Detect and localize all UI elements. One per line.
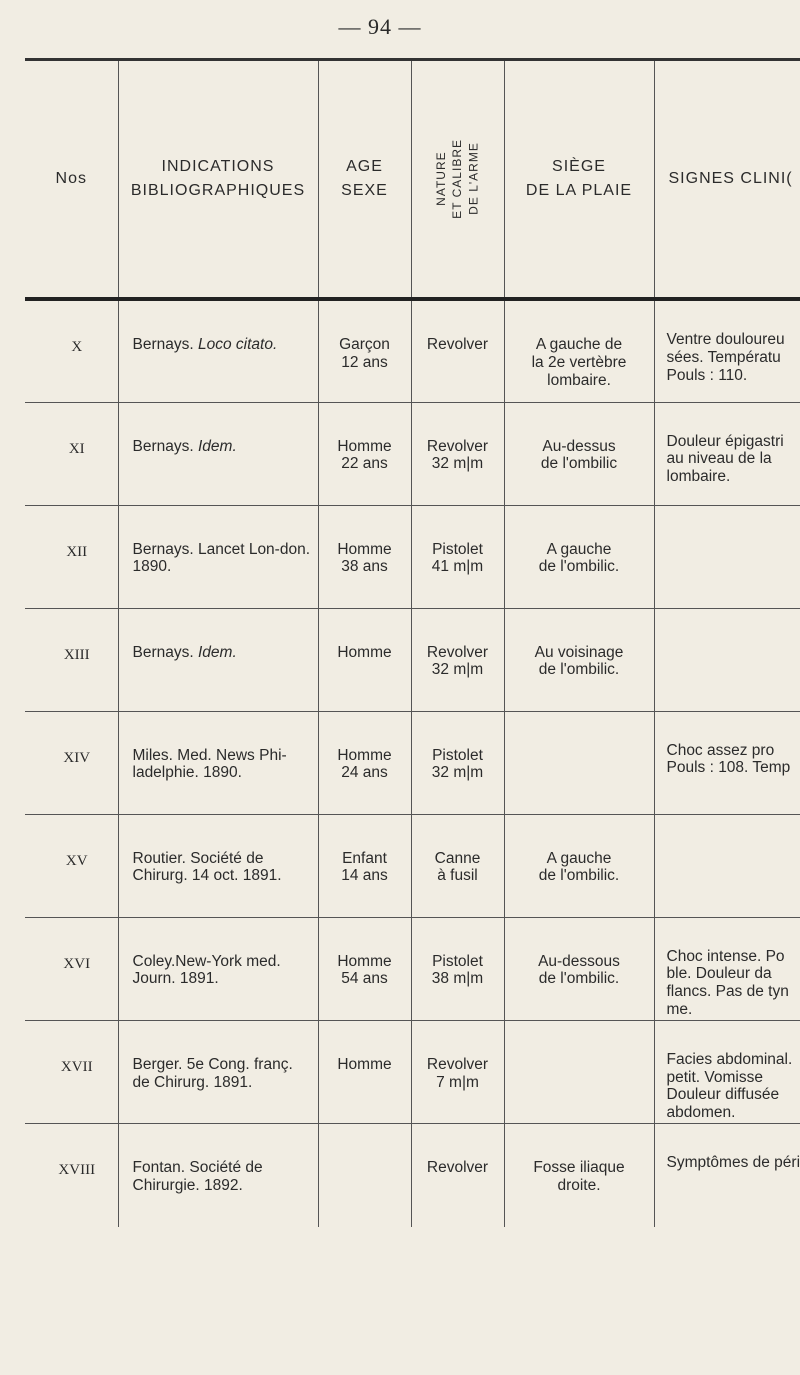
wound-site-line: la 2e vertèbre [531,353,627,371]
wound-site-line: de l'ombilic. [538,867,620,885]
weapon-caliber [411,917,504,1020]
bibliographic-reference [118,1124,318,1227]
weapon-caliber-line: 7 m|m [436,1073,479,1091]
table-row [25,402,800,505]
weapon-caliber-line: à fusil [437,867,478,885]
age-sex-line: Homme [337,1055,392,1073]
case-number: X [25,299,118,402]
age-sex-line: Homme [337,643,392,661]
clinical-signs [654,299,800,402]
wound-site [504,814,654,917]
age-sex-line: 38 ans [341,558,388,576]
weapon-caliber [411,402,504,505]
wound-site [504,1124,654,1227]
reference-author: Bernays. Lancet Lon-don. 1890. [132,540,311,576]
header-refs-line1: INDICATIONS [161,158,275,175]
clinical-signs-line: abdomen. [666,1104,736,1122]
age-sex-line: Enfant [342,849,387,867]
wound-site-line: droite. [557,1176,601,1194]
case-number: XVI [25,917,118,1020]
wound-site [504,711,654,814]
bibliographic-reference [118,814,318,917]
table-row [25,505,800,608]
age-sex-line: 14 ans [341,867,388,885]
header-weapon-line3: DE L'ARME [466,142,481,216]
table-row [25,299,800,402]
bibliographic-reference [118,917,318,1020]
clinical-signs-line: Facies abdominal. [666,1050,793,1068]
weapon-caliber [411,1020,504,1123]
age-sex-line: Homme [337,952,392,970]
wound-site-line: Au-dessus [542,437,616,455]
wound-site-line: de l'ombilic. [538,558,620,576]
reference-author: Fontan. Société de Chirurgie. 1892. [132,1159,263,1194]
clinical-signs [654,711,800,814]
table-row [25,711,800,814]
wound-site-line: de l'ombilic. [538,970,620,988]
wound-site-line: lombaire. [547,371,611,389]
wound-site [504,505,654,608]
weapon-caliber-line: Revolver [426,1055,489,1073]
age-sex [318,299,411,402]
case-table-wrapper [25,58,800,1227]
clinical-signs-line: Ventre douloureu [666,331,785,348]
table-row [25,1020,800,1123]
header-site-line2: DE LA PLAIE [525,182,633,199]
bibliographic-reference [118,711,318,814]
case-number: XVIII [58,1162,96,1178]
age-sex-line: Homme [337,437,392,455]
weapon-caliber-line: Revolver [426,1159,489,1176]
header-site-line1: SIÈGE [552,158,606,175]
header-weapon-line1: NATURE [434,151,449,207]
case-table [25,58,800,1227]
wound-site-line: A gauche [546,849,612,867]
wound-site-line: Au-dessous [538,952,620,970]
reference-author: Bernays. [132,643,194,661]
age-sex-line: 24 ans [341,764,388,782]
age-sex [318,402,411,505]
header-refs-line2: BIBLIOGRAPHIQUES [130,182,306,199]
weapon-caliber-line: 32 m|m [431,764,484,782]
weapon-caliber-line: 41 m|m [431,558,484,576]
clinical-signs-line: Choc assez pro [666,741,775,759]
header-weapon [411,60,504,300]
clinical-signs [654,402,800,505]
clinical-signs-line: ble. Douleur da [666,965,772,983]
wound-site [504,299,654,402]
wound-site-line: Fosse iliaque [533,1159,625,1176]
wound-site [504,402,654,505]
clinical-signs [654,917,800,1020]
case-number: XII [25,505,118,608]
age-sex [318,711,411,814]
weapon-caliber-line: Revolver [426,336,489,353]
bibliographic-reference [118,505,318,608]
header-age-line2: SEXE [341,182,388,199]
reference-author: Routier. Société de Chirurg. 14 oct. 1891. [132,849,282,885]
wound-site [504,917,654,1020]
clinical-signs-line: sées. Températu [666,348,781,366]
clinical-signs-line: Pouls : 108. Temp [666,759,791,777]
wound-site [504,1020,654,1123]
age-sex [318,814,411,917]
reference-citation: Idem. [197,437,237,455]
age-sex [318,505,411,608]
case-number: XIV [25,711,118,814]
weapon-caliber-line: 32 m|m [431,661,484,679]
wound-site-line: Au voisinage [534,643,624,661]
bibliographic-reference [118,299,318,402]
clinical-signs-line: petit. Vomisse [666,1068,763,1086]
clinical-signs-line: Pouls : 110. [666,366,748,384]
reference-author: Coley.New-York med. Journ. 1891. [132,952,281,988]
weapon-caliber-line: 38 m|m [431,970,484,988]
header-age [318,60,411,300]
clinical-signs-line: Douleur épigastri [666,432,784,450]
reference-citation: Loco citato. [197,336,278,353]
header-site [504,60,654,300]
case-number: XVII [25,1020,118,1123]
age-sex-line: Homme [337,746,392,764]
clinical-signs-line: me. [666,1000,693,1018]
clinical-signs [654,1020,800,1123]
age-sex [318,917,411,1020]
table-row [25,608,800,711]
weapon-caliber-line: Revolver [426,437,489,455]
bibliographic-reference [118,608,318,711]
weapon-caliber [411,299,504,402]
reference-author: Miles. Med. News Phi-ladelphie. 1890. [132,746,287,782]
header-row [25,60,800,300]
header-num: Nos [25,60,118,300]
clinical-signs-line: Douleur diffusée [666,1086,780,1104]
wound-site-line: A gauche de [535,336,623,353]
clinical-signs [654,814,800,917]
clinical-signs-line: au niveau de la [666,450,772,468]
clinical-signs-line: lombaire. [666,468,731,486]
wound-site-line: A gauche [546,540,612,558]
weapon-caliber [411,814,504,917]
reference-author: Bernays. [132,336,194,353]
wound-site-line: de l'ombilic [540,455,618,473]
age-sex-line: Garçon [339,336,390,353]
case-number: XIII [25,608,118,711]
weapon-caliber-line: Revolver [426,643,489,661]
weapon-caliber [411,711,504,814]
header-weapon-line2: ET CALIBRE [450,139,465,219]
clinical-signs [654,1124,800,1227]
bibliographic-reference [118,1020,318,1123]
age-sex [318,1124,411,1227]
age-sex [318,608,411,711]
clinical-signs-line: flancs. Pas de tyn [666,983,789,1001]
weapon-caliber [411,505,504,608]
clinical-signs [654,505,800,608]
header-age-line1: AGE [346,158,383,175]
wound-site [504,608,654,711]
table-row [25,1124,800,1227]
table-row [25,917,800,1020]
header-refs [118,60,318,300]
page-number: — 94 — [338,14,422,39]
bibliographic-reference [118,402,318,505]
wound-site-line: de l'ombilic. [538,661,620,679]
age-sex [318,1020,411,1123]
weapon-caliber-line: Pistolet [432,952,483,970]
reference-citation: Idem. [197,643,237,661]
age-sex-line: Homme [337,540,392,558]
weapon-caliber-line: Pistolet [432,540,483,558]
weapon-caliber-line: Canne [434,849,481,867]
clinical-signs-line: Symptômes de péri [666,1154,800,1171]
header-signs: SIGNES CLINI( [654,60,800,300]
weapon-caliber [411,608,504,711]
table-row [25,814,800,917]
case-number: XV [25,814,118,917]
weapon-caliber-line: Pistolet [432,746,483,764]
reference-author: Bernays. [132,437,194,455]
reference-author: Berger. 5e Cong. franç. de Chirurg. 1891. [132,1055,293,1091]
table-body [25,299,800,1227]
clinical-signs-line: Choc intense. Po [666,947,785,965]
age-sex-line: 54 ans [341,970,388,988]
age-sex-line: 12 ans [341,353,388,371]
clinical-signs [654,608,800,711]
weapon-caliber [411,1124,504,1227]
weapon-caliber-line: 32 m|m [431,455,484,473]
case-number: XI [25,402,118,505]
age-sex-line: 22 ans [341,455,388,473]
